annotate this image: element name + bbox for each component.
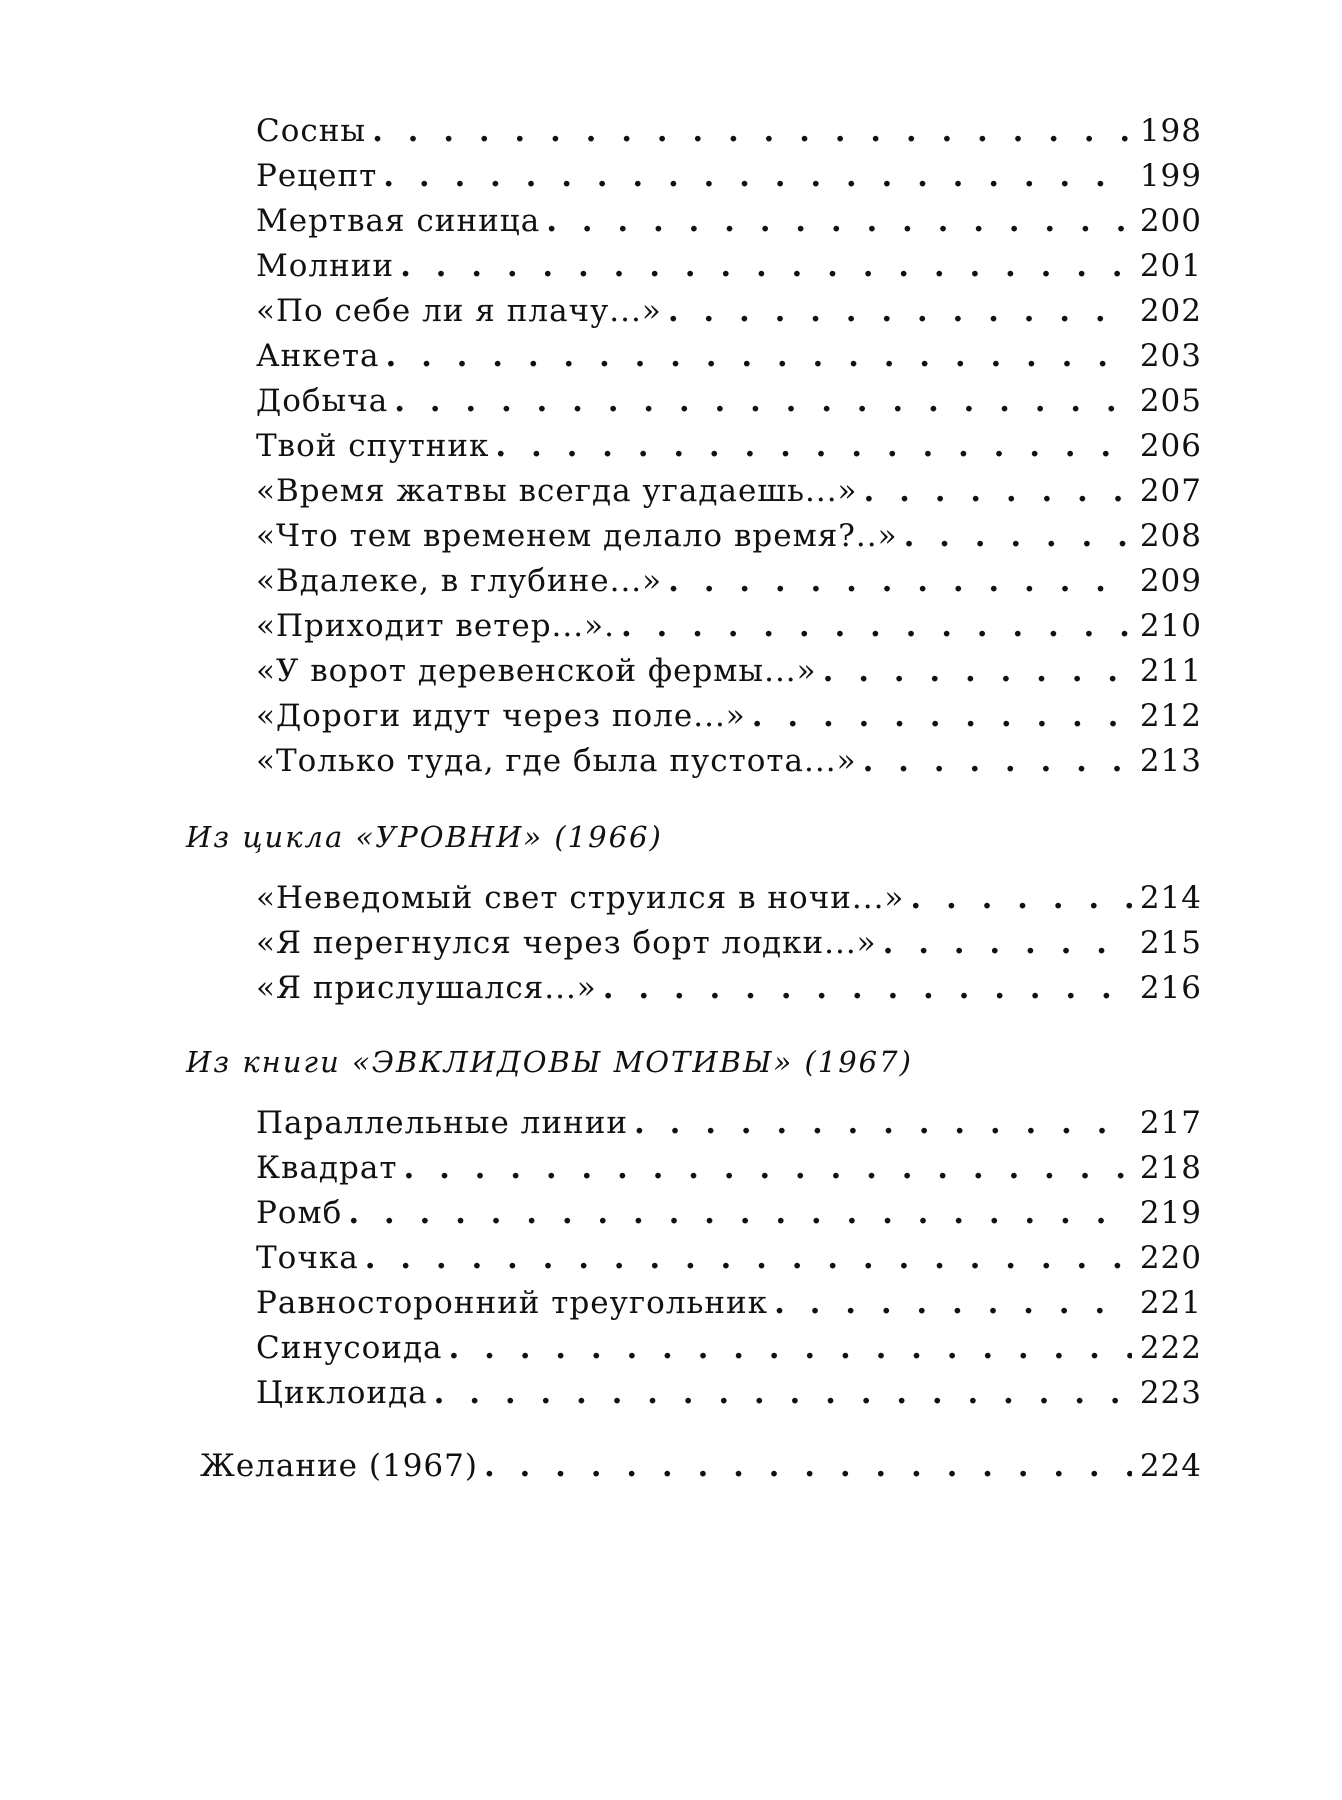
page-number: 216 — [1139, 970, 1202, 1006]
dot-leader — [863, 743, 1132, 779]
toc-entry[interactable] — [256, 1285, 1202, 1330]
entry-title: «Неведомый свет струился в ночи...» — [256, 880, 905, 916]
page-number: 222 — [1139, 1330, 1202, 1366]
entry-title: Равносторонний треугольник — [256, 1285, 769, 1321]
dot-leader — [634, 1105, 1132, 1141]
entry-title: «Вдалеке, в глубине...» — [256, 563, 663, 599]
dot-leader — [774, 1285, 1132, 1321]
toc-entry[interactable] — [256, 383, 1202, 428]
toc-entry-final[interactable] — [200, 1448, 1202, 1493]
page-number: 205 — [1139, 383, 1202, 419]
toc-entry[interactable] — [256, 248, 1202, 293]
entry-title: «Я прислушался...» — [256, 970, 597, 1006]
page-number: 221 — [1139, 1285, 1202, 1321]
dot-leader — [404, 1150, 1132, 1186]
dot-leader — [383, 158, 1132, 194]
dot-leader — [603, 970, 1132, 1006]
entry-title: «Дороги идут через поле...» — [256, 698, 746, 734]
page-number: 201 — [1139, 248, 1202, 284]
entry-title: «По себе ли я плачу...» — [256, 293, 662, 329]
page-number: 212 — [1139, 698, 1202, 734]
toc-entry[interactable] — [256, 880, 1202, 925]
dot-leader — [484, 1448, 1132, 1484]
page-number: 220 — [1139, 1240, 1202, 1276]
dot-leader — [372, 113, 1132, 149]
toc-entry[interactable] — [256, 925, 1202, 970]
toc-entry[interactable] — [256, 428, 1202, 473]
page-number: 218 — [1139, 1150, 1202, 1186]
toc-entry[interactable] — [256, 338, 1202, 383]
page-number: 214 — [1139, 880, 1202, 916]
page-number: 208 — [1139, 518, 1202, 554]
page-number: 207 — [1139, 473, 1202, 509]
toc-entry[interactable] — [256, 970, 1202, 1015]
toc-entry[interactable] — [256, 1195, 1202, 1240]
entry-title: Анкета — [256, 338, 380, 374]
toc-entry[interactable] — [256, 158, 1202, 203]
dot-leader — [394, 383, 1132, 419]
dot-leader — [495, 428, 1131, 464]
dot-leader — [904, 518, 1132, 554]
page-number: 198 — [1139, 113, 1202, 149]
toc-entry[interactable] — [256, 1375, 1202, 1420]
dot-leader — [864, 473, 1132, 509]
dot-leader — [910, 880, 1131, 916]
entry-title: Ромб — [256, 1195, 343, 1231]
entry-title: Параллельные линии — [256, 1105, 629, 1141]
entry-title: «Я перегнулся через борт лодки...» — [256, 925, 877, 961]
entry-title: Квадрат — [256, 1150, 398, 1186]
page-number: 219 — [1139, 1195, 1202, 1231]
dot-leader — [621, 608, 1132, 644]
toc-entry[interactable] — [256, 1150, 1202, 1195]
toc-entry[interactable] — [256, 473, 1202, 518]
dot-leader — [546, 203, 1132, 239]
section-heading-levels[interactable]: Из цикла «УРОВНИ» (1966) — [186, 820, 663, 854]
page-number: 199 — [1139, 158, 1202, 194]
page-number: 206 — [1139, 428, 1202, 464]
page-number: 200 — [1139, 203, 1202, 239]
entry-title: «Время жатвы всегда угадаешь...» — [256, 473, 858, 509]
entry-title: Синусоида — [256, 1330, 443, 1366]
entry-title: Точка — [256, 1240, 359, 1276]
page-number: 217 — [1139, 1105, 1202, 1141]
toc-entry[interactable] — [256, 1330, 1202, 1375]
entry-title: «Приходит ветер...». — [256, 608, 615, 644]
toc-entry[interactable] — [256, 293, 1202, 338]
section-heading-euclid[interactable]: Из книги «ЭВКЛИДОВЫ МОТИВЫ» (1967) — [186, 1045, 913, 1079]
toc-entry[interactable] — [256, 743, 1202, 788]
dot-leader — [752, 698, 1132, 734]
toc-entry[interactable] — [256, 653, 1202, 698]
toc-entry[interactable] — [256, 563, 1202, 608]
dot-leader — [365, 1240, 1132, 1276]
dot-leader — [823, 653, 1132, 689]
entry-title: Добыча — [256, 383, 389, 419]
entry-title: Желание (1967) — [200, 1448, 478, 1484]
entry-title: «Только туда, где была пустота...» — [256, 743, 857, 779]
toc-entry[interactable] — [256, 698, 1202, 743]
entry-title: Циклоида — [256, 1375, 428, 1411]
page-number: 202 — [1139, 293, 1202, 329]
page-number: 215 — [1139, 925, 1202, 961]
entry-title: Твой спутник — [256, 428, 490, 464]
dot-leader — [668, 293, 1132, 329]
toc-entry[interactable] — [256, 1240, 1202, 1285]
dot-leader — [386, 338, 1132, 374]
page-number: 209 — [1139, 563, 1202, 599]
entry-title: «У ворот деревенской фермы...» — [256, 653, 817, 689]
entry-title: «Что тем временем делало время?..» — [256, 518, 898, 554]
dot-leader — [400, 248, 1132, 284]
toc-entry[interactable] — [256, 203, 1202, 248]
dot-leader — [434, 1375, 1132, 1411]
entry-title: Рецепт — [256, 158, 378, 194]
toc-entry[interactable] — [256, 1105, 1202, 1150]
page-number: 213 — [1139, 743, 1202, 779]
page-number: 223 — [1139, 1375, 1202, 1411]
entry-title: Молнии — [256, 248, 395, 284]
toc-entry[interactable] — [256, 518, 1202, 563]
page-number: 211 — [1139, 653, 1202, 689]
toc-entry[interactable] — [256, 608, 1202, 653]
dot-leader — [449, 1330, 1132, 1366]
entry-title: Мертвая синица — [256, 203, 541, 239]
page-number: 224 — [1139, 1448, 1202, 1484]
toc-entry[interactable] — [256, 113, 1202, 158]
dot-leader — [348, 1195, 1132, 1231]
page-number: 203 — [1139, 338, 1202, 374]
dot-leader — [883, 925, 1132, 961]
dot-leader — [668, 563, 1132, 599]
entry-title: Сосны — [256, 113, 367, 149]
page-number: 210 — [1139, 608, 1202, 644]
